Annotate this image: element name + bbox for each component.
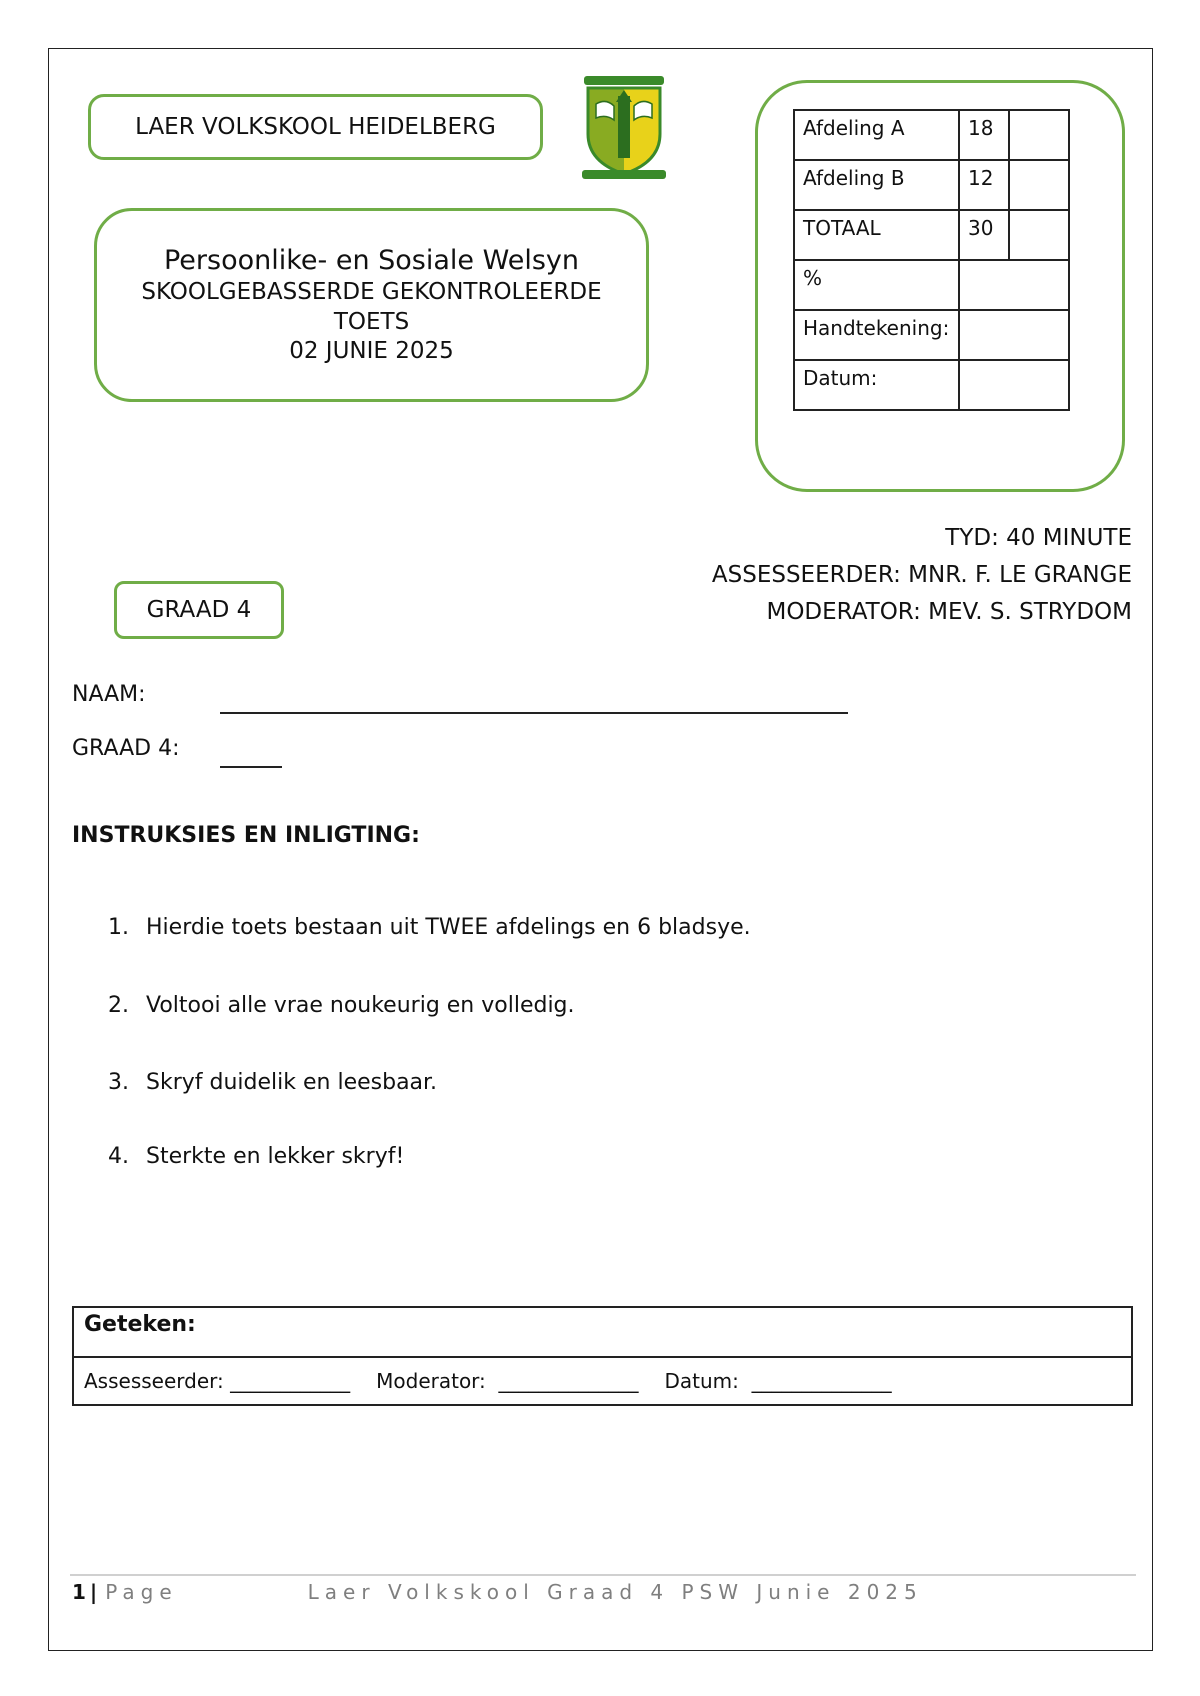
marks-label: % — [794, 260, 959, 310]
marks-label: Afdeling A — [794, 110, 959, 160]
marks-value[interactable] — [959, 260, 1069, 310]
marks-row — [794, 210, 1069, 260]
instruction-item — [108, 915, 751, 940]
marks-value: 30 — [959, 210, 1009, 260]
instruction-item — [108, 1070, 437, 1095]
instruction-text: Sterkte en lekker skryf! — [146, 1144, 405, 1169]
grade-field-label: GRAAD 4: — [72, 736, 180, 761]
signature-date-field[interactable]: Datum: ______________ — [664, 1369, 892, 1393]
marks-blank[interactable] — [1009, 210, 1069, 260]
instruction-text: Hierdie toets bestaan uit TWEE afdelings en 6 bladsye. — [146, 915, 751, 940]
marks-value[interactable] — [959, 360, 1069, 410]
instruction-item — [108, 993, 575, 1018]
instruction-number: 3. — [108, 1070, 129, 1095]
signature-row — [74, 1358, 1131, 1404]
instruction-number: 1. — [108, 915, 129, 940]
page-number: 1 — [72, 1580, 86, 1604]
name-label: NAAM: — [72, 682, 146, 707]
marks-row — [794, 310, 1069, 360]
footer-text: Laer Volkskool Graad 4 PSW Junie 2025 — [307, 1580, 923, 1604]
test-date: 02 JUNIE 2025 — [289, 338, 454, 365]
marks-blank[interactable] — [1009, 160, 1069, 210]
instruction-number: 2. — [108, 993, 129, 1018]
marks-label: Afdeling B — [794, 160, 959, 210]
page-footer — [72, 1580, 923, 1604]
moderator-info: MODERATOR: MEV. S. STRYDOM — [766, 599, 1132, 625]
time-info: TYD: 40 MINUTE — [945, 525, 1132, 551]
school-name: LAER VOLKSKOOL HEIDELBERG — [135, 114, 496, 140]
marks-blank[interactable] — [1009, 110, 1069, 160]
instruction-item — [108, 1144, 404, 1169]
marks-value[interactable] — [959, 310, 1069, 360]
footer-divider — [70, 1574, 1136, 1576]
instruction-text: Skryf duidelik en leesbaar. — [146, 1070, 438, 1095]
marks-row — [794, 360, 1069, 410]
grade-box — [114, 581, 284, 639]
instruction-number: 4. — [108, 1144, 129, 1169]
signature-heading: Geteken: — [74, 1308, 1131, 1358]
marks-label: Handtekening: — [794, 310, 959, 360]
marks-row — [794, 260, 1069, 310]
name-field[interactable] — [220, 682, 848, 714]
marks-row — [794, 160, 1069, 210]
school-crest-icon — [578, 74, 670, 182]
grade-label: GRAAD 4 — [146, 597, 252, 623]
instructions-heading: INSTRUKSIES EN INLIGTING: — [72, 823, 420, 848]
subject-title: Persoonlike- en Sosiale Welsyn — [163, 244, 580, 276]
test-type-line1: SKOOLGEBASSERDE GEKONTROLEERDE — [141, 278, 602, 305]
marks-box — [755, 80, 1125, 492]
marks-label: Datum: — [794, 360, 959, 410]
marks-row — [794, 110, 1069, 160]
marks-label: TOTAAL — [794, 210, 959, 260]
assessor-signature-field[interactable]: Assesseerder: ____________ — [84, 1369, 351, 1393]
instruction-text: Voltooi alle vrae noukeurig en volledig. — [146, 993, 575, 1018]
school-name-box — [88, 94, 543, 160]
assessor-info: ASSESSEERDER: MNR. F. LE GRANGE — [711, 562, 1132, 588]
test-info — [712, 520, 1132, 631]
footer-separator: | — [89, 1580, 98, 1604]
moderator-signature-field[interactable]: Moderator: ______________ — [376, 1369, 639, 1393]
test-type-line2: TOETS — [333, 308, 410, 335]
marks-value: 12 — [959, 160, 1009, 210]
marks-table — [793, 109, 1070, 411]
grade-field[interactable] — [220, 736, 282, 768]
marks-value: 18 — [959, 110, 1009, 160]
signature-box — [72, 1306, 1133, 1406]
page-word: Page — [105, 1580, 178, 1604]
test-title-box — [94, 208, 649, 402]
